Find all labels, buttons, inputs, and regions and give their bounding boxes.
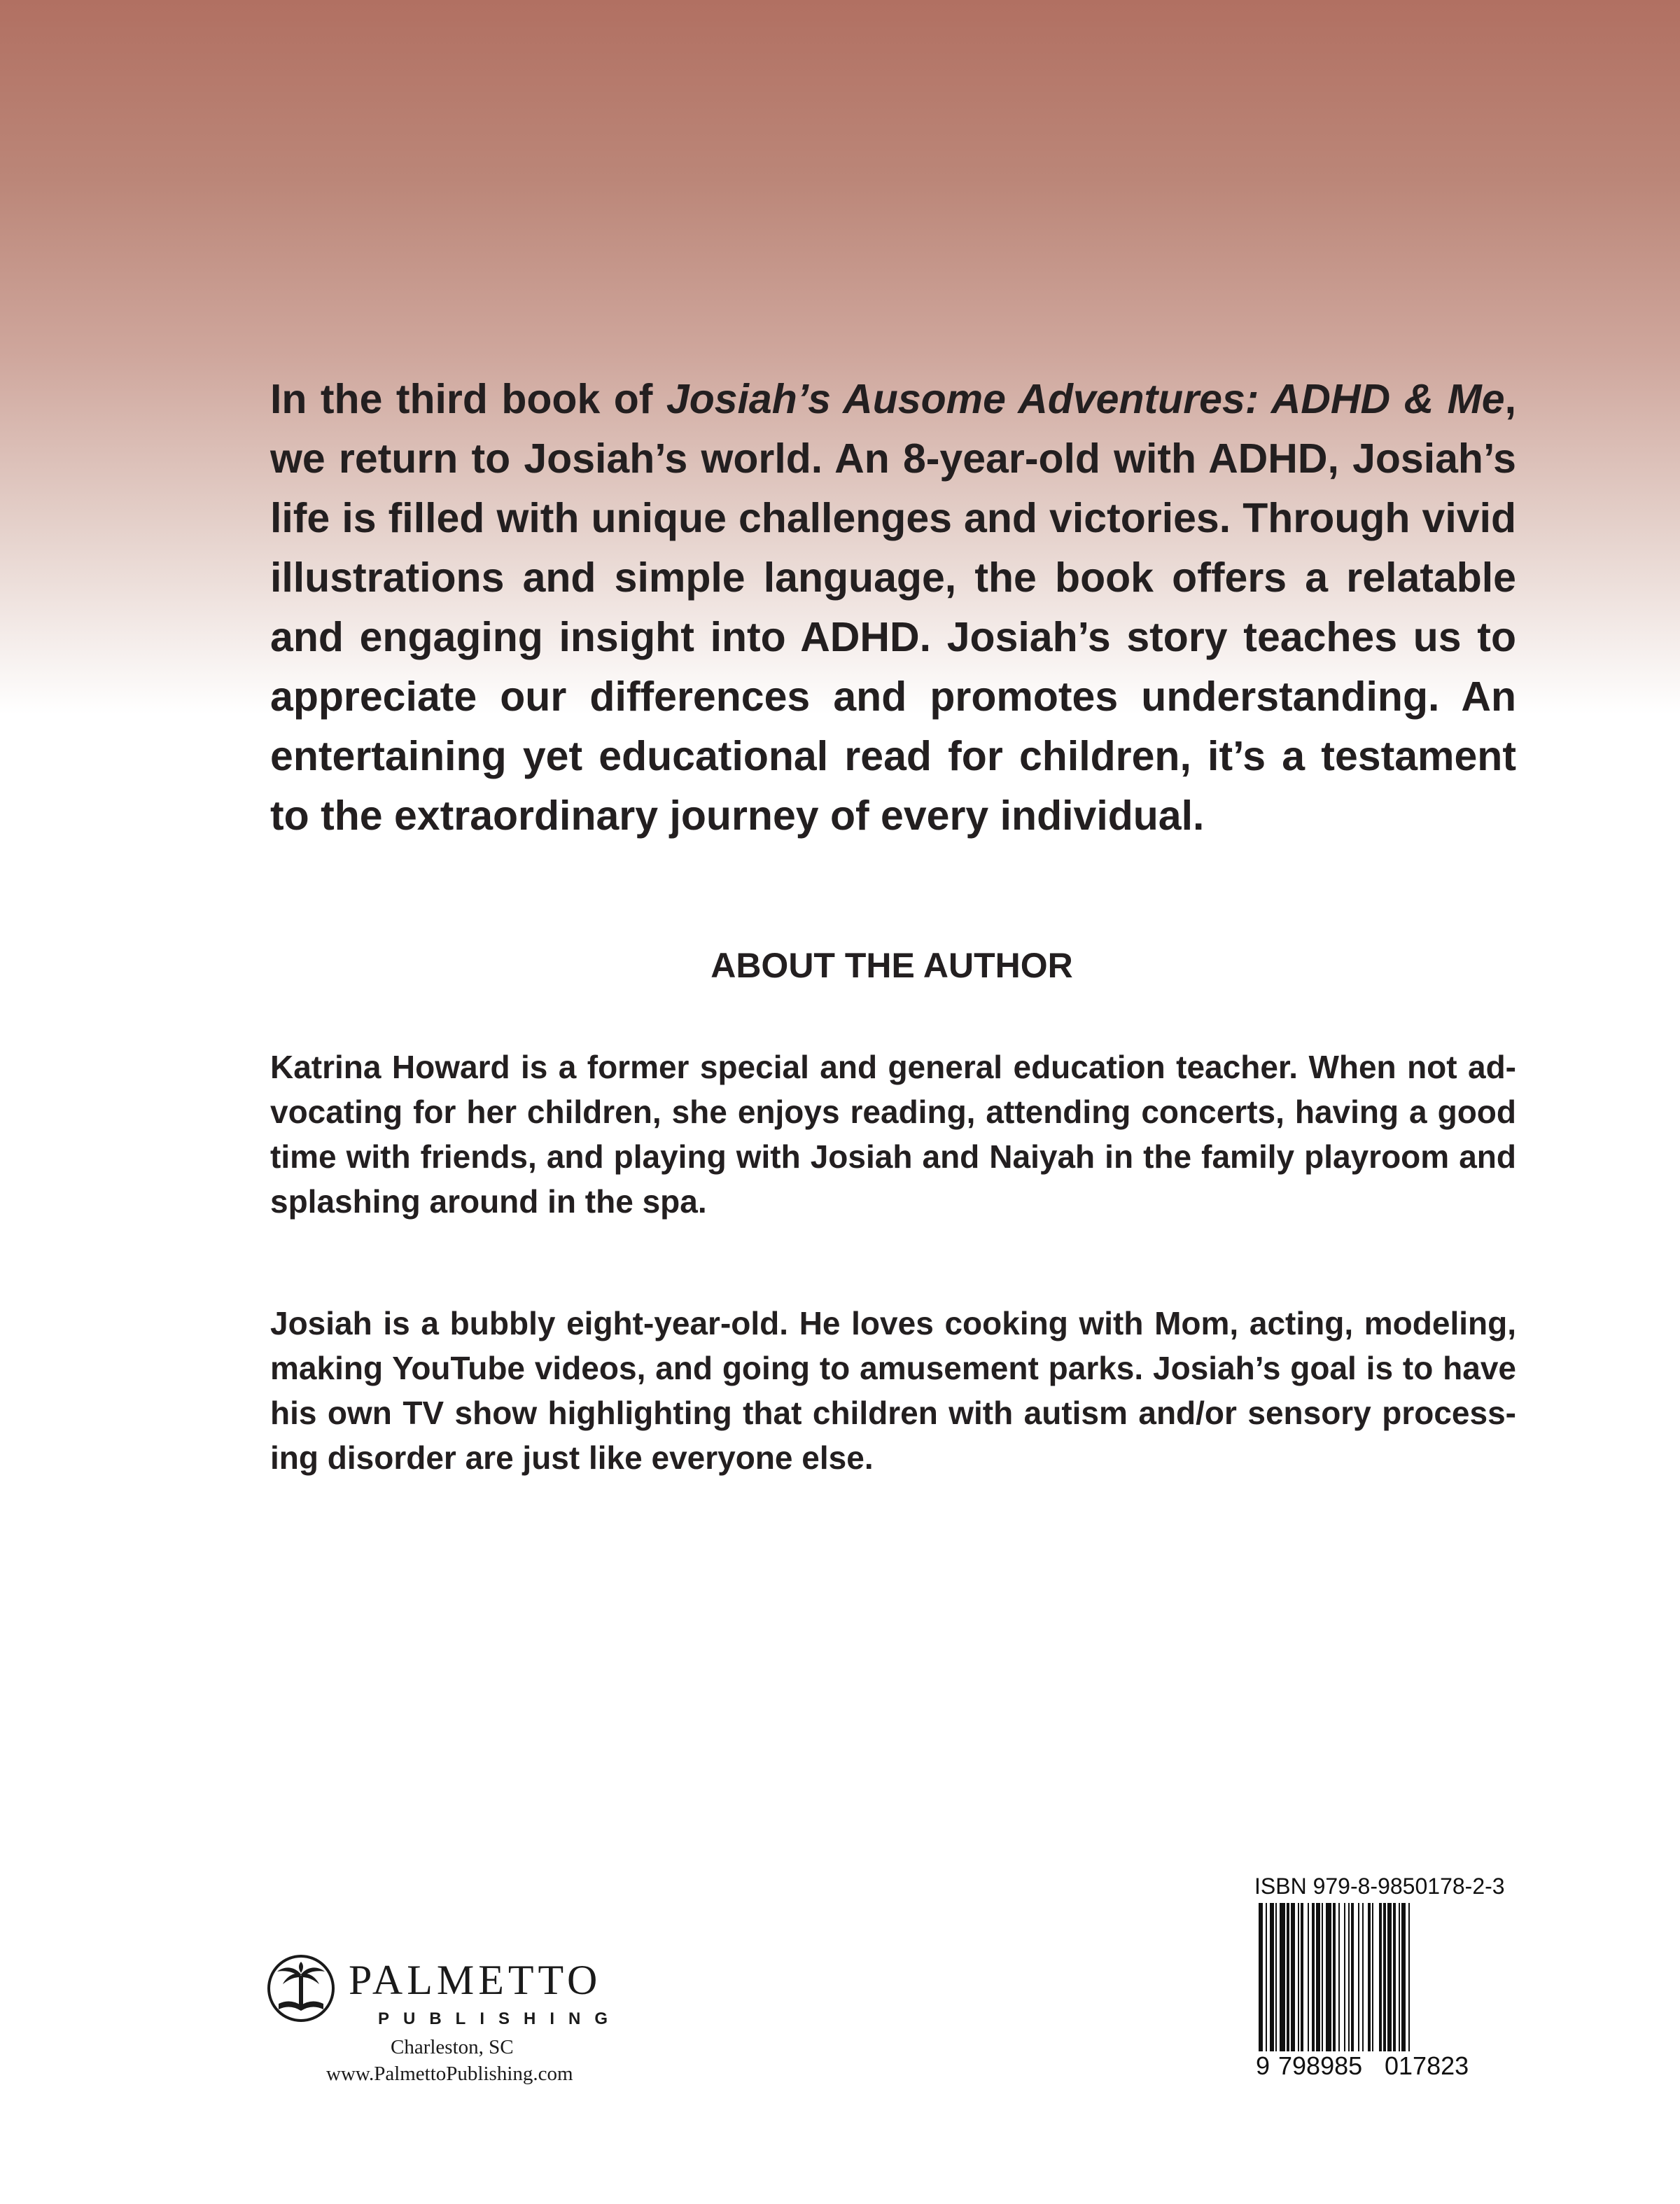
barcode-bar <box>1333 1903 1336 2070</box>
barcode-bar <box>1291 1903 1295 2051</box>
publisher-block <box>266 1953 658 2093</box>
barcode <box>1256 1903 1491 2070</box>
publisher-url: www.PalmettoPublishing.com <box>326 2063 573 2085</box>
barcode-bar <box>1326 1903 1331 2051</box>
barcode-bar <box>1393 1903 1396 2051</box>
palm-tree-book-icon <box>266 1953 336 2023</box>
barcode-bar <box>1280 1903 1285 2051</box>
blurb-body: , we return to Josiah’s world. An 8-year-old with ADHD, Josiah’s life is filled with unique challenges and victories. Through vivid illustrations and simple language, the book offers a relatable and engaging insight into ADHD. Josiah’s story teaches us to appreciate our differences and promotes understanding. An entertaining yet educational read for children, it’s a testament to the extraordinary journey of every individual. <box>270 376 1517 839</box>
barcode-digit-first: 9 <box>1256 2051 1270 2080</box>
barcode-bar <box>1344 1903 1345 2051</box>
barcode-bar <box>1399 1903 1400 2051</box>
book-blurb <box>270 370 1516 846</box>
barcode-bar <box>1312 1903 1315 2051</box>
publisher-city: Charleston, SC <box>391 2036 514 2058</box>
barcode-bar <box>1362 1903 1364 2051</box>
barcode-bar <box>1387 1903 1392 2051</box>
isbn-label: ISBN 979-8-9850178-2-3 <box>1254 1874 1505 1899</box>
barcode-bar <box>1338 1903 1340 2070</box>
barcode-bar <box>1383 1903 1386 2051</box>
blurb-intro: In the third book of <box>270 376 666 422</box>
barcode-bar <box>1270 1903 1274 2051</box>
barcode-digits <box>1256 2051 1494 2079</box>
author-bio: Katrina Howard is a former special and general education teacher. When not advocating for her children, she enjoys reading, attending concerts, having a good time with friends, and playing with Josiah and Naiyah in the family playroom and splashing around in the spa. <box>270 1049 1516 1220</box>
josiah-bio: Josiah is a bubbly eight-year-old. He loves cooking with Mom, acting, modeling, making YouTube videos, and going to amusement parks. Josiah’s goal is to have his own TV show highlighting that children with autism and/or sensory processing disorder are just like everyone else. <box>270 1305 1516 1476</box>
barcode-bar <box>1351 1903 1354 2051</box>
publisher-name: PALMETTO <box>349 1957 602 2003</box>
barcode-bar <box>1266 1903 1267 2070</box>
barcode-bar <box>1379 1903 1382 2051</box>
barcode-bar <box>1259 1903 1263 2070</box>
barcode-bar <box>1316 1903 1320 2051</box>
barcode-bar <box>1358 1903 1359 2051</box>
barcode-digit-group1: 798985 <box>1278 2051 1363 2080</box>
barcode-bar <box>1287 1903 1289 2051</box>
barcode-bar <box>1348 1903 1350 2051</box>
barcode-bar <box>1372 1903 1373 2051</box>
barcode-bar <box>1368 1903 1371 2051</box>
barcode-bar <box>1322 1903 1323 2051</box>
series-title: Josiah’s Ausome Adventures: ADHD & Me <box>666 376 1505 422</box>
barcode-bar <box>1275 1903 1277 2051</box>
barcode-bar <box>1301 1903 1303 2051</box>
barcode-bar <box>1298 1903 1299 2051</box>
barcode-digit-group2: 017823 <box>1385 2051 1469 2080</box>
barcode-bar <box>1401 1903 1406 2051</box>
about-author-heading: ABOUT THE AUTHOR <box>710 946 1073 985</box>
barcode-bar <box>1408 1903 1410 2070</box>
barcode-bar <box>1308 1903 1309 2051</box>
publisher-subtitle: PUBLISHING <box>378 2009 622 2028</box>
